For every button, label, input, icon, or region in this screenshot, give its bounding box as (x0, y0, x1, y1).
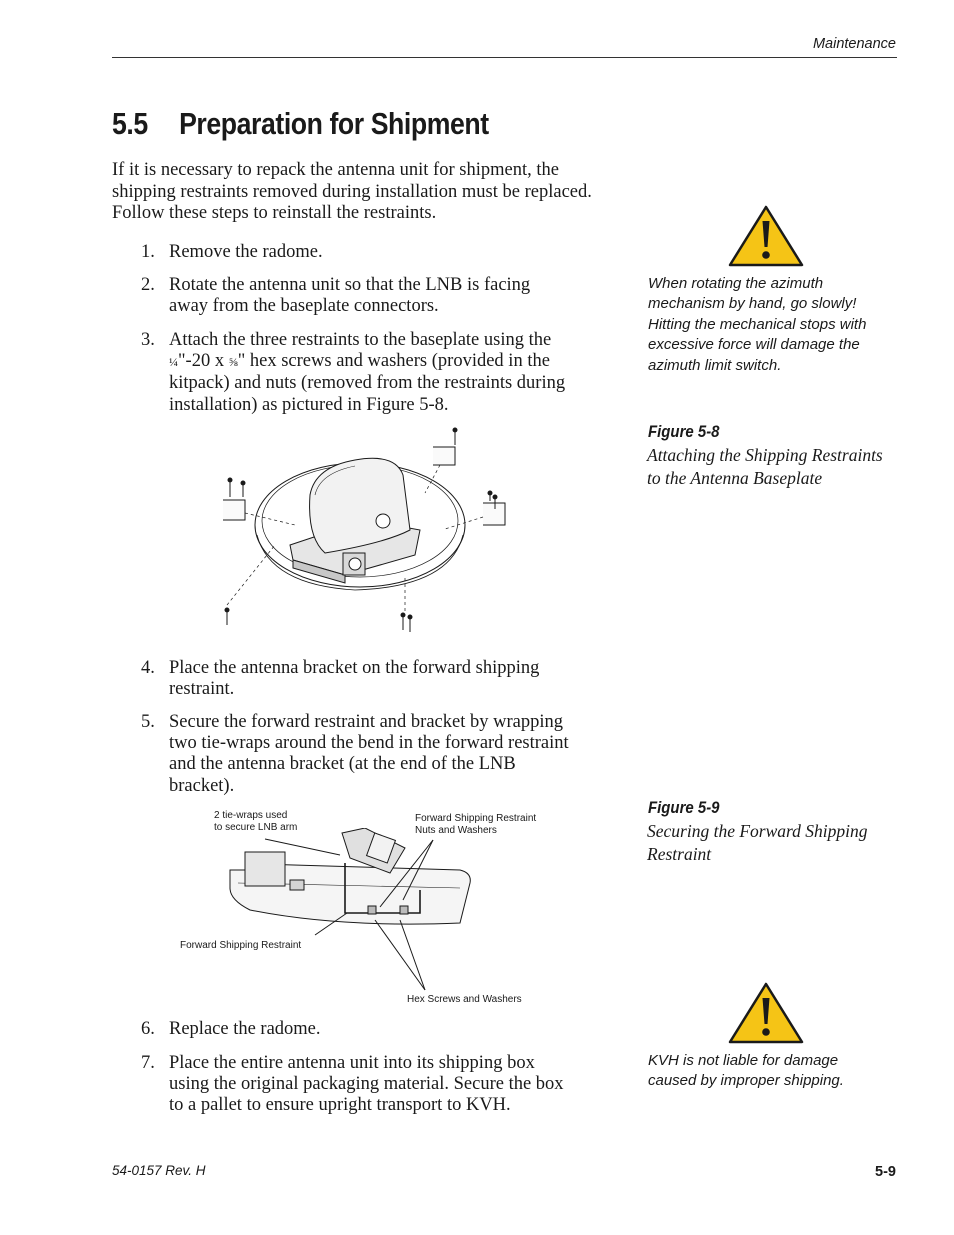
running-head: Maintenance (812, 36, 896, 52)
warning-triangle-icon (728, 205, 804, 267)
figure-label: Figure 5-9 (648, 798, 720, 817)
lnb-knob (376, 514, 390, 528)
step-number: 7. (141, 1053, 155, 1073)
callout-nuts-washers: Forward Shipping Restraint Nuts and Washers (415, 813, 537, 836)
restraint-left (223, 500, 245, 520)
step-number: 2. (141, 275, 155, 295)
section-title (112, 106, 489, 142)
step-text: Remove the radome. (169, 242, 323, 262)
step-text: Place the antenna bracket on the forward shipping restraint. (169, 658, 540, 700)
callout-tie-wraps: 2 tie-wraps used to secure LNB arm (214, 810, 298, 833)
warning-note: KVH is not liable for damage caused by improper shipping. (648, 1052, 844, 1090)
section-title-text: Preparation for Shipment (179, 106, 489, 141)
intro-paragraph: If it is necessary to repack the antenna unit for shipment, the shipping restraints removed during installation must be replaced. Follow these steps to reinstall the restraints. (112, 160, 592, 223)
restraint-top (433, 447, 455, 465)
step-text: Attach the three restraints to the baseplate using the ¼"-20 x ⅝" hex screws and washers (provided in the kitpack) and nuts (removed from the restraints during installation) as pictured in Figure 5-8. (169, 330, 566, 415)
callout-forward-restraint: Forward Shipping Restraint (180, 940, 302, 951)
figure-caption: Securing the Forward Shipping Restraint (647, 821, 868, 864)
page-number: 5-9 (875, 1164, 896, 1180)
header-rule (112, 57, 897, 58)
callout-hex-screws: Hex Screws and Washers (407, 994, 522, 1005)
step-number: 1. (141, 242, 155, 262)
section-number: 5.5 (112, 106, 148, 141)
step-text: Secure the forward restraint and bracket by wrapping two tie-wraps around the bend in the forward restraint and the antenna bracket (at the end of the LNB bracket). (169, 712, 569, 796)
step-number: 5. (141, 712, 155, 732)
step-text: Place the entire antenna unit into its shipping box using the original packaging material. Secure the box to a pallet to ensure upright transport to KVH. (169, 1053, 564, 1116)
warning-triangle-icon (728, 982, 804, 1044)
step-number: 3. (141, 330, 155, 350)
figure-caption: Attaching the Shipping Restraints to the Antenna Baseplate (647, 445, 883, 488)
step-text: Rotate the antenna unit so that the LNB is facing away from the baseplate connectors. (169, 275, 531, 317)
step-number: 4. (141, 658, 155, 678)
warning-note: When rotating the azimuth mechanism by hand, go slowly! Hitting the mechanical stops with excessive force will damage the azimuth limit switch. (648, 275, 867, 374)
restraint-right (483, 503, 505, 525)
figure-label: Figure 5-8 (648, 422, 720, 441)
step-text: Replace the radome. (169, 1019, 321, 1039)
step-number: 6. (141, 1019, 155, 1039)
figure-5-8-illustration (215, 425, 515, 640)
document-number: 54-0157 Rev. H (112, 1163, 206, 1178)
